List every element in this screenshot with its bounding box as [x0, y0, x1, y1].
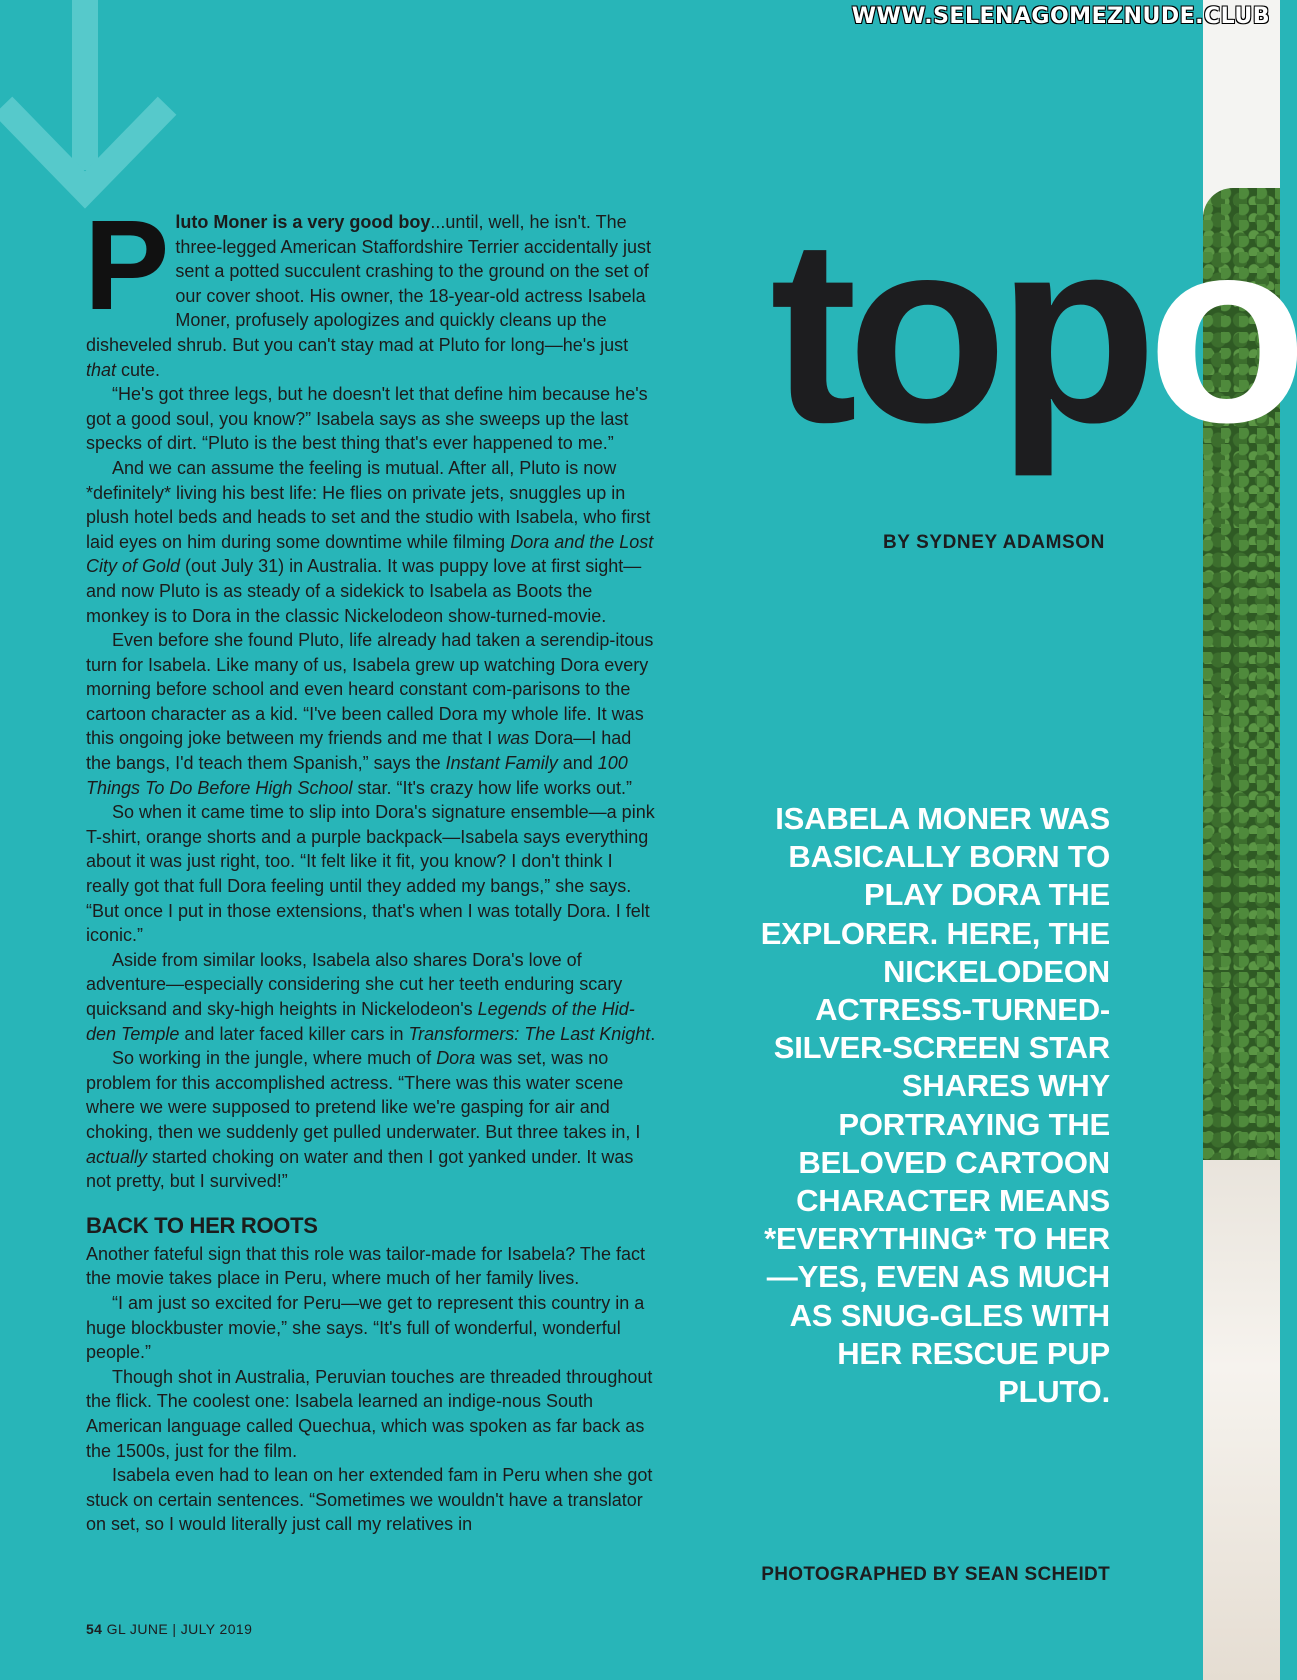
- paragraph-2: “He's got three legs, but he doesn't let that define him because he's got a good soul, you know?” Isabela says as she sweeps up the last specks of dirt. “Pluto is the best thing that's ever happened to me.”: [86, 384, 648, 454]
- movie-title: Dora: [436, 1048, 476, 1069]
- paragraph-3: [86, 456, 656, 628]
- drop-cap: P: [84, 194, 170, 337]
- paragraph-text: Dora—I had the bangs, I'd teach them Spanish,” says the: [86, 728, 632, 774]
- headline-main: top: [770, 184, 1148, 477]
- issue-label: GL JUNE | JULY 2019: [106, 1621, 253, 1637]
- byline: BY SYDNEY ADAMSON: [882, 532, 1105, 553]
- paragraph-text: cute.: [116, 359, 161, 380]
- section-subhead: BACK TO HER ROOTS: [86, 1212, 318, 1238]
- paragraph-text: ...until, well, he isn't. The three-legged American Staffordshire Terrier accidentally just sent a potted succulent crashing to the ground on the set of our cover shoot. His owner, the 18-year-old actress Isabela Moner, profusely apologizes and quickly cleans up the disheveled shrub. But you can't stay mad at Pluto for long—he's just: [86, 212, 651, 355]
- article-body: [84, 194, 656, 1537]
- headline: [770, 184, 1297, 477]
- paragraph-1: [84, 194, 656, 382]
- paragraph-emphasis: actually: [86, 1146, 148, 1167]
- paragraph-text: (out July 31) in Australia. It was puppy love at first sight—and now Pluto is as steady of a sidekick to Isabela as Boots the monkey is to Dora in the classic Nickelodeon show-turned-movie.: [86, 556, 642, 626]
- lead-in: luto Moner is a very good boy: [175, 212, 431, 232]
- show-title: Legends of the Hid-den Temple: [86, 999, 635, 1044]
- paragraph-6: [86, 948, 656, 1046]
- paragraph-5: So when it came time to slip into Dora's signature ensemble—a pink T-shirt, orange shorts and a purple backpack—Isabela says everything about it was just right, too. “It felt like it fit, you know? I don't think I really got that full Dora feeling until they added my bangs,” she says. “But once I put in those extensions, that's when I was totally Dora. I felt iconic.”: [86, 802, 655, 946]
- paragraph-text: started choking on water and then I got yanked under. It was not pretty, but I survived!”: [86, 1146, 634, 1192]
- movie-title: Instant Family: [445, 753, 558, 774]
- headline-tail: o: [1147, 184, 1297, 477]
- paragraph-text: was set, was no problem for this accomplished actress. “There was this water scene where we were supposed to pretend like we're gasping for air and choking, then we suddenly get pulled underwater. But three takes in, I: [86, 1048, 641, 1142]
- movie-title: 100 Things To Do Before High School: [86, 753, 628, 798]
- paragraph-text: and: [557, 753, 598, 774]
- paragraph-text: and later faced killer cars in: [179, 1023, 409, 1044]
- paragraph-11: Isabela even had to lean on her extended fam in Peru when she got stuck on certain sentences. “Sometimes we wouldn't have a translator on set, so I would literally just call my relatives in: [86, 1465, 653, 1535]
- page-folio: [86, 1621, 252, 1637]
- down-arrow-icon: [0, 0, 170, 215]
- paragraph-text: So working in the jungle, where much of: [112, 1048, 437, 1069]
- paragraph-text: Aside from similar looks, Isabela also shares Dora's love of adventure—especially considering she cut her teeth enduring scary quicksand and sky-high heights in Nickelodeon's: [86, 949, 623, 1019]
- paragraph-text: Even before she found Pluto, life already had taken a serendip-itous turn for Isabela. Like many of us, Isabela grew up watching Dora every morning before school and even heard constant com-parisons to the cartoon character as a kid. “I've been called Dora my whole life. It was this ongoing joke between my friends and me that I: [86, 630, 654, 749]
- movie-title: Transformers: The Last Knight: [408, 1023, 651, 1044]
- paragraph-text: And we can assume the feeling is mutual. After all, Pluto is now *definitely* living his best life: He flies on private jets, snuggles up in plush hotel beds and heads to set and the studio with Isabela, who first laid eyes on him during some downtime while filming: [86, 457, 651, 552]
- paragraph-8: Another fateful sign that this role was tailor-made for Isabela? The fact the movie takes place in Peru, where much of her family lives.: [86, 1243, 645, 1289]
- paragraph-text: .: [650, 1023, 656, 1044]
- watermark: WWW.SELENAGOMEZNUDE.CLUB: [851, 4, 1270, 29]
- page-number: 54: [86, 1621, 103, 1637]
- paragraph-text: star. “It's crazy how life works out.”: [352, 777, 632, 798]
- photo-credit: PHOTOGRAPHED BY SEAN SCHEIDT: [761, 1564, 1110, 1585]
- paragraph-4: [86, 628, 656, 800]
- paragraph-7: [86, 1046, 656, 1194]
- paragraph-10: Though shot in Australia, Peruvian touches are threaded throughout the flick. The coolest one: Isabela learned an indige-nous South American language called Quechua, which was spoken as far back as the 1500s, just for the film.: [86, 1366, 653, 1461]
- pavement-photo: [1203, 1160, 1280, 1680]
- deck-pullquote: ISABELA MONER WAS BASICALLY BORN TO PLAY DORA THE EXPLORER. HERE, THE NICKELODEON ACTRESS-TURNED-SILVER-SCREEN STAR SHARES WHY PORTRAYING THE BELOVED CARTOON CHARACTER MEANS *EVERYTHING* TO HER—YES, EVEN AS MUCH AS SNUG-GLES WITH HER RESCUE PUP PLUTO.: [760, 801, 1110, 1410]
- paragraph-emphasis: that: [86, 359, 117, 380]
- movie-title: Dora and the Lost City of Gold: [86, 531, 654, 577]
- paragraph-emphasis: was: [497, 728, 530, 749]
- paragraph-9: “I am just so excited for Peru—we get to represent this country in a huge blockbuster movie,” she says. “It's full of wonderful, wonderful people.”: [86, 1292, 645, 1363]
